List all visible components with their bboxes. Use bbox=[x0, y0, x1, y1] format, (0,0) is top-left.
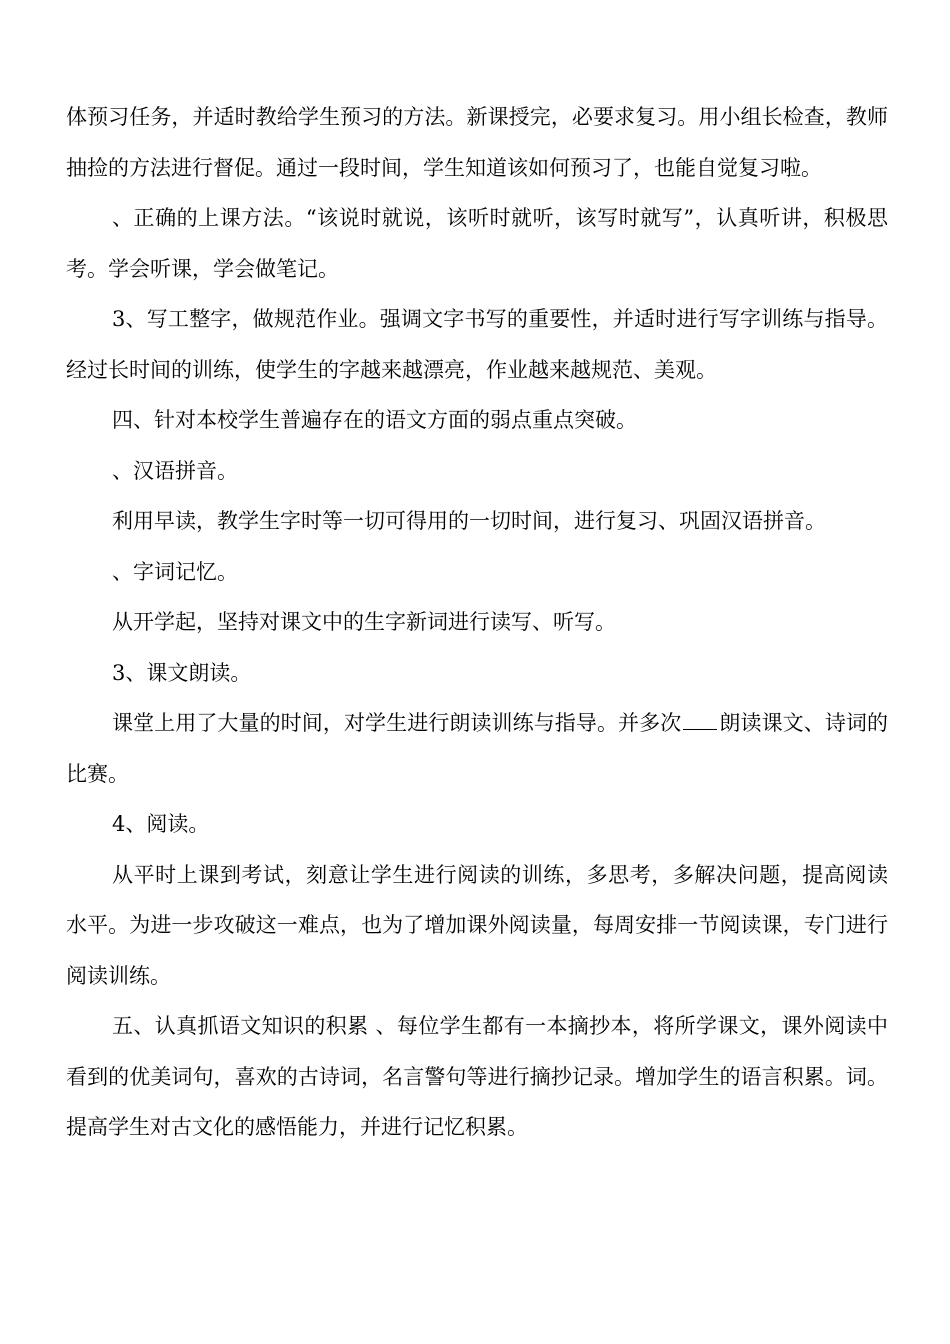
subheading-reading: 4、阅读。 bbox=[112, 812, 210, 836]
subheading-vocabulary: 、字词记忆。 bbox=[112, 559, 238, 584]
fill-in-blank bbox=[683, 711, 717, 730]
document-body bbox=[66, 92, 888, 1153]
paragraph-preview-method: 体预习任务，并适时教给学生预习的方法。新课授完，必要求复习。用小组长检查，教师抽捡的方法进行督促。通过一段时间，学生知道该如何预习了，也能自觉复习啦。 bbox=[66, 105, 888, 180]
subheading-reading-aloud: 3、课文朗读。 bbox=[112, 660, 252, 685]
paragraph-pinyin: 利用早读，教学生字时等一切可得用的一切时间，进行复习、巩固汉语拼音。 bbox=[112, 509, 826, 533]
paragraph-class-method: 、正确的上课方法。“该说时就说，该听时就听，该写时就写”，认真听讲，积极思考。学会听课，学会做笔记。 bbox=[66, 206, 888, 281]
paragraph-reading: 从平时上课到考试，刻意让学生进行阅读的训练，多思考，多解决问题，提高阅读水平。为进一步攻破这一难点，也为了增加课外阅读量，每周安排一节阅读课，专门进行阅读训练。 bbox=[66, 862, 888, 988]
paragraph-handwriting: 3、写工整字，做规范作业。强调文字书写的重要性，并适时进行写字训练与指导。经过长时间的训练，使学生的字越来越漂亮，作业越来越规范、美观。 bbox=[66, 307, 888, 382]
paragraph-reading-aloud-part1: 课堂上用了大量的时间，对学生进行朗读训练与指导。并多次 bbox=[112, 711, 682, 735]
section-heading-accumulation: 五、认真抓语文知识的积累 、每位学生都有一本摘抄本，将所学课文，课外阅读中看到的优美词句，喜欢的古诗词，名言警句等进行摘抄记录。增加学生的语言积累。词。提高学生对古文化的感悟能力，并进行记忆积累。 bbox=[66, 1014, 888, 1139]
paragraph-vocabulary: 从开学起，坚持对课文中的生字新词进行读写、听写。 bbox=[112, 610, 616, 634]
paragraph-reading-aloud bbox=[66, 698, 888, 799]
section-heading-weakness: 四、针对本校学生普遍存在的语文方面的弱点重点突破。 bbox=[112, 408, 637, 432]
subheading-pinyin: 、汉语拼音。 bbox=[112, 458, 238, 483]
paragraph-reading-aloud-part2: 朗读课文、诗词的比赛。 bbox=[66, 711, 888, 786]
